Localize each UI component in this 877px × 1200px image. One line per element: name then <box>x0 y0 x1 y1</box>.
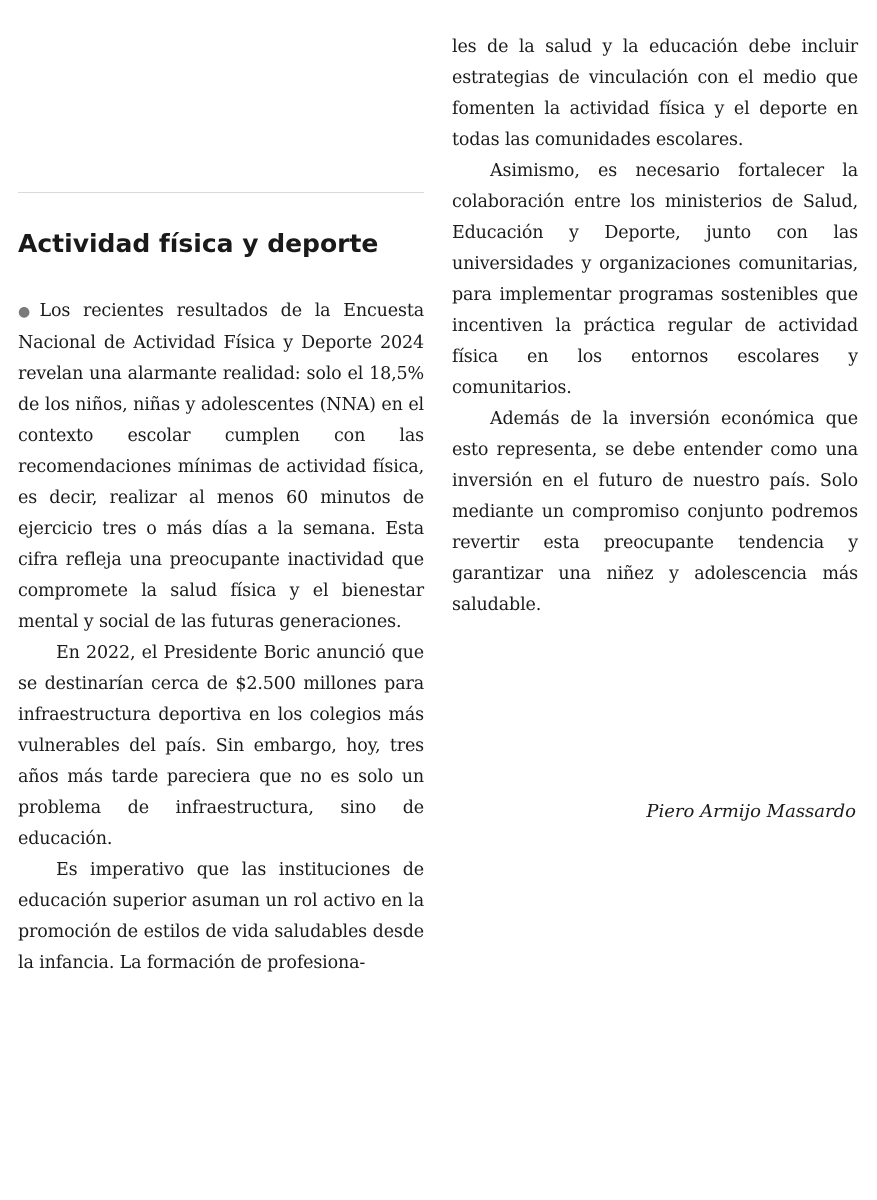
bullet-icon: ● <box>18 304 38 320</box>
left-column <box>18 296 424 979</box>
body-paragraph-2: En 2022, el Presidente Boric anunció que se destinarían cerca de $2.500 millones para infraestructura deportiva en los colegios más vulnerables del país. Sin embargo, hoy, tres años más tarde pareciera que no es solo un problema de infraestructura, sino de educación. <box>18 643 424 849</box>
right-column <box>452 32 858 621</box>
body-paragraph-4: Asimismo, es necesario fortalecer la colaboración entre los ministerios de Salud, Educación y Deporte, junto con las universidades y organizaciones comunitarias, para implementar programas sostenibles que incentiven la práctica regular de actividad física en los entornos escolares y comunitarios. <box>452 161 858 398</box>
author-signature: Piero Armijo Massardo <box>646 801 856 822</box>
body-paragraph-3-continued: les de la salud y la educación debe incluir estrategias de vinculación con el medio que fomenten la actividad física y el deporte en todas las comunidades escolares. <box>452 37 858 150</box>
body-paragraph-3: Es imperativo que las instituciones de educación superior asuman un rol activo en la promoción de estilos de vida saludables desde la infancia. La formación de profesiona- <box>18 860 424 973</box>
body-paragraph-1 <box>18 296 424 638</box>
body-paragraph-5: Además de la inversión económica que esto representa, se debe entender como una inversión en el futuro de nuestro país. Solo mediante un compromiso conjunto podremos revertir esta preocupante tendencia y garantizar una niñez y adolescencia más saludable. <box>452 409 858 615</box>
section-divider <box>18 192 424 193</box>
article-headline: Actividad física y deporte <box>18 229 379 258</box>
body-paragraph-1-text: Los recientes resultados de la Encuesta Nacional de Actividad Física y Deporte 2024 revelan una alarmante realidad: solo el 18,5% de los niños, niñas y adolescentes (NNA) en el contexto escolar cumplen con las recomendaciones mínimas de actividad física, es decir, realizar al menos 60 minutos de ejercicio tres o más días a la semana. Esta cifra refleja una preocupante inactividad que compromete la salud física y el bienestar mental y social de las futuras generaciones. <box>18 301 424 632</box>
